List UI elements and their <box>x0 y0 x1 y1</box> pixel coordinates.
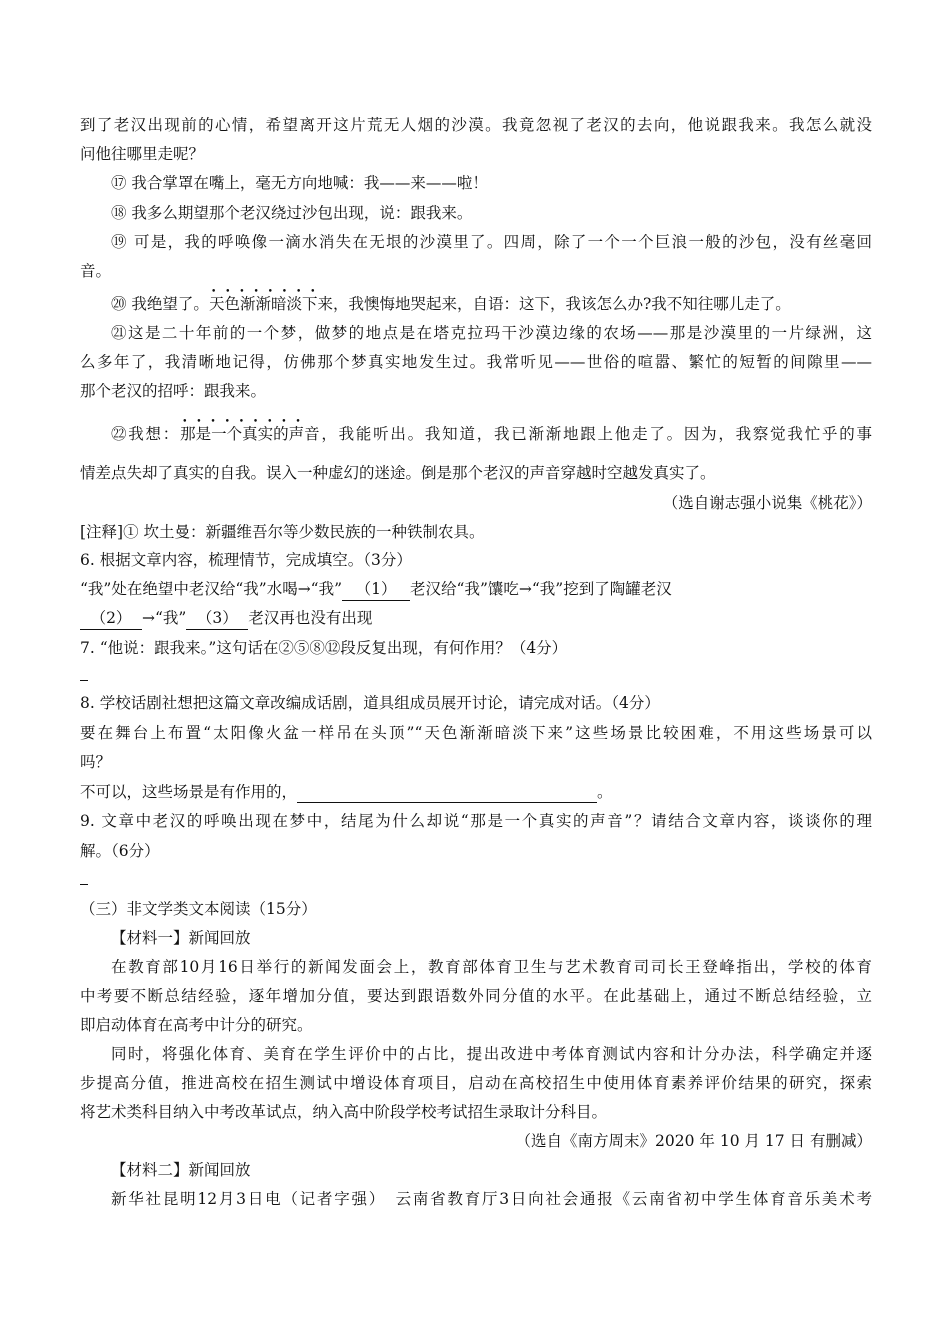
answer-blank-1[interactable]: （1） <box>342 578 410 601</box>
paragraph-22-rest: ，我能听出。我知道，我已渐渐地跟上他走了。因为，我察觉我忙乎的事 <box>319 425 872 443</box>
answer-line-q9[interactable] <box>80 884 88 885</box>
answer-blank-2[interactable]: （2） <box>80 607 142 630</box>
emphasized-phrase: • • • 天色渐渐暗淡下来 <box>209 293 333 315</box>
question-6-line1: “我”处在绝望中老汉给“我”水喝→“我” （1） 老汉给“我”馕吃→“我”挖到了陶罐老汉 <box>80 578 872 601</box>
section-3-heading: （三）非文学类文本阅读（15分） <box>80 900 317 918</box>
question-9-line2: 解。（6分） <box>80 842 160 860</box>
paragraph-19-line1: ⑲ 可是，我的呼唤像一滴水消失在无垠的沙漠里了。四周，除了一个一个巨浪一般的沙包，没有丝毫回 <box>111 233 872 251</box>
answer-blank-q8[interactable] <box>297 784 597 803</box>
question-7: 7. “他说：跟我来。”这句话在②⑤⑧⑫段反复出现，有何作用？（4分） <box>80 639 568 657</box>
material-1-p2-line2: 步提高分值，推进高校在招生测试中增设体育项目，启动在高校招生中使用体育素养评价结果的研究，探索 <box>80 1074 872 1092</box>
paragraph-19-line2: 音。 <box>80 262 112 280</box>
material-1-title: 【材料一】新闻回放 <box>111 929 251 947</box>
question-8-line3: 不可以，这些场景是有作用的， 。 <box>80 783 613 801</box>
question-8-line1: 要在舞台上布置“太阳像火盆一样吊在头顶”“天色渐渐暗淡下来”这些场景比较困难，不用这些场景可以 <box>80 724 872 742</box>
paragraph-16-line1: 到了老汉出现前的心情，希望离开这片荒无人烟的沙漠。我竟忽视了老汉的去向，他说跟我来。我怎么就没 <box>80 116 872 134</box>
answer-line-q7[interactable] <box>80 680 88 681</box>
question-8-line2: 吗？ <box>80 753 112 771</box>
material-1-p2-line3: 将艺术类科目纳入中考改革试点，纳入高中阶段学校考试招生录取计分科目。 <box>80 1103 608 1121</box>
emphasized-phrase: • • • 那是一个真实的声音 <box>180 423 320 445</box>
question-9-line1: 9. 文章中老汉的呼唤出现在梦中，结尾为什么却说“那是一个真实的声音”？请结合文章内容，谈谈你的理 <box>80 812 872 830</box>
material-2-p1-line1: 新华社昆明12月3日电（记者字强） 云南省教育厅3日向社会通报《云南省初中学生体育音乐美术考 <box>111 1190 872 1208</box>
paragraph-20-rest: ，我懊悔地哭起来，自语：这下，我该怎么办?我不知往哪儿走了。 <box>332 295 791 313</box>
story-source: （选自谢志强小说集《桃花》） <box>662 494 872 512</box>
paragraph-18: ⑱ 我多么期望那个老汉绕过沙包出现，说：跟我来。 <box>111 204 473 222</box>
material-1-p1-line3: 即启动体育在高考中计分的研究。 <box>80 1016 313 1034</box>
paragraph-22-line1 <box>111 423 872 445</box>
material-1-source: （选自《南方周末》2020 年 10 月 17 日 有删减） <box>515 1132 872 1150</box>
paragraph-20 <box>111 293 872 315</box>
material-1-p1-line1: 在教育部10月16日举行的新闻发面会上，教育部体育卫生与艺术教育司司长王登峰指出，学校的体育 <box>111 958 872 976</box>
question-8: 8. 学校话剧社想把这篇文章改编成话剧，道具组成员展开讨论，请完成对话。（4分） <box>80 694 660 712</box>
paragraph-17: ⑰ 我合掌罩在嘴上，毫无方向地喊：我——来——啦！ <box>111 174 488 192</box>
question-6-line2: （2） →“我” （3） 老汉再也没有出现 <box>80 607 872 630</box>
material-2-title: 【材料二】新闻回放 <box>111 1161 251 1179</box>
paragraph-21-line1: ㉑这是二十年前的一个梦，做梦的地点是在塔克拉玛干沙漠边缘的农场——那是沙漠里的一片绿洲，这 <box>111 324 872 342</box>
paragraph-20-start: ⑳ 我绝望了。 <box>111 295 209 313</box>
material-1-p1-line2: 中考要不断总结经验，逐年增加分值，要达到跟语数外同分值的水平。在此基础上，通过不断总结经验，立 <box>80 987 872 1005</box>
answer-blank-3[interactable]: （3） <box>186 607 248 630</box>
paragraph-21-line3: 那个老汉的招呼：跟我来。 <box>80 382 267 400</box>
question-6: 6. 根据文章内容，梳理情节，完成填空。（3分） <box>80 551 412 569</box>
footnote: [注释]① 坎土曼：新疆维吾尔等少数民族的一种铁制农具。 <box>80 523 485 541</box>
paragraph-16-line2: 问他往哪里走呢？ <box>80 145 205 163</box>
paragraph-22-line2: 情差点失却了真实的自我。误入一种虚幻的迷途。倒是那个老汉的声音穿越时空越发真实了。 <box>80 464 716 482</box>
paragraph-21-line2: 么多年了，我清晰地记得，仿佛那个梦真实地发生过。我常听见——世俗的喧嚣、繁忙的短暂的间隙里—— <box>80 353 872 371</box>
material-1-p2-line1: 同时，将强化体育、美育在学生评价中的占比，提出改进中考体育测试内容和计分办法，科学确定并逐 <box>111 1045 872 1063</box>
paragraph-22-start: ㉒我想： <box>111 425 181 443</box>
